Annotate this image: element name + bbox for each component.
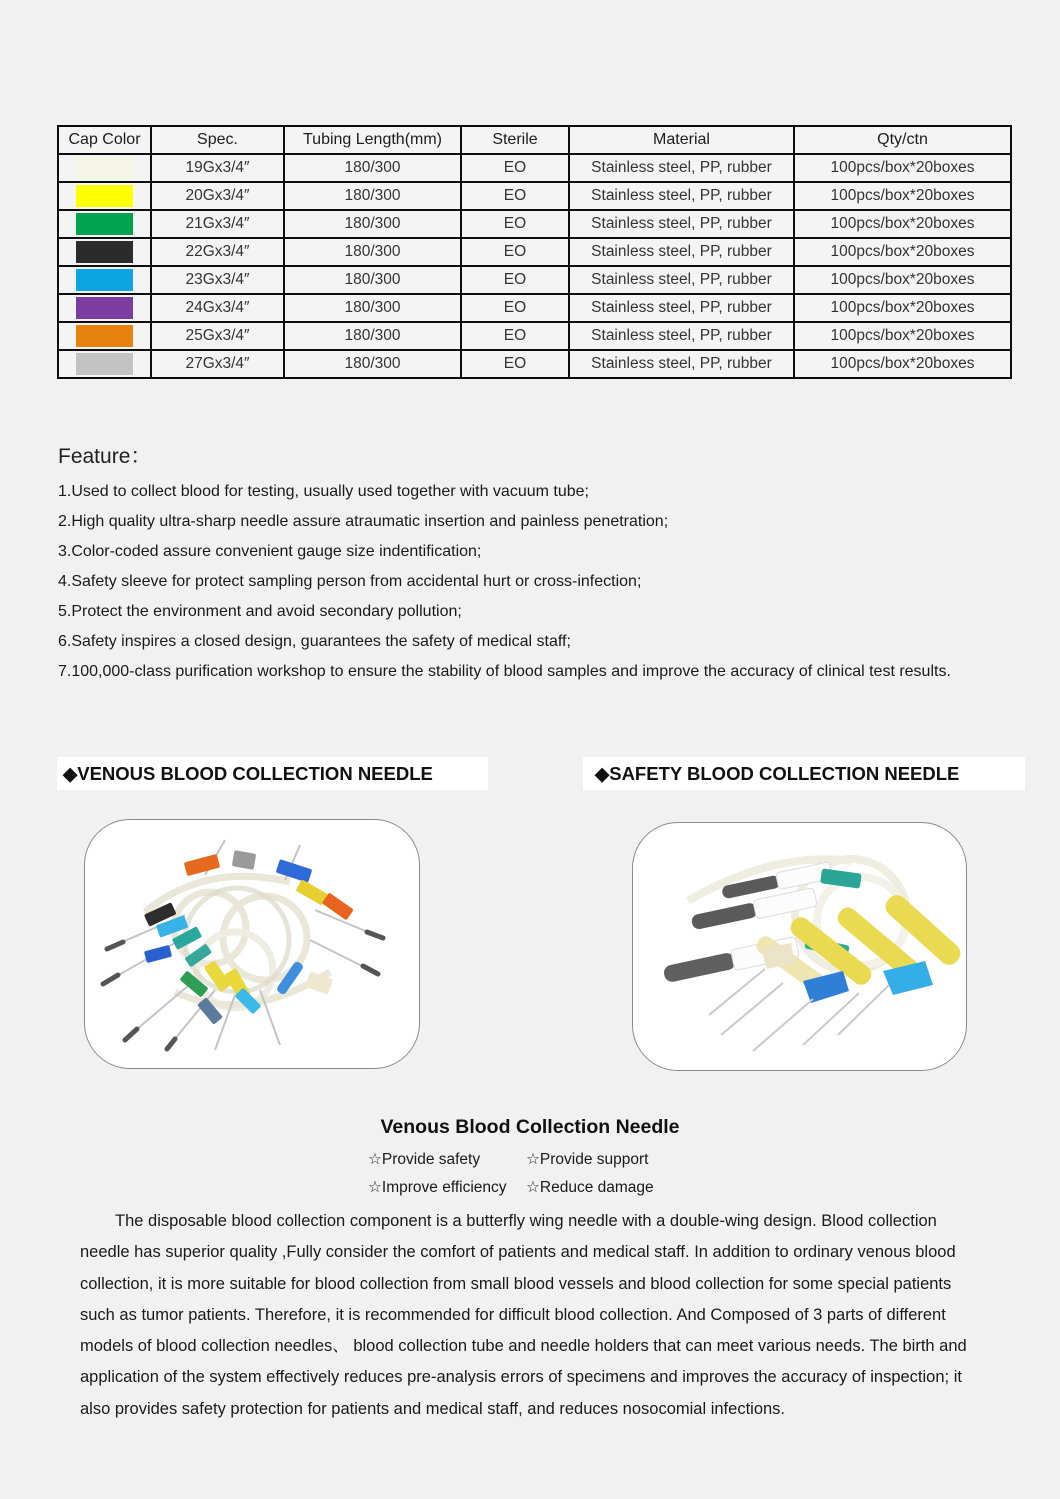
qty-cell: 100pcs/box*20boxes [794,238,1011,266]
table-body [58,154,1011,378]
feature-item: 7.100,000-class purification workshop to ensure the stability of blood samples and improve the accuracy of clinical test results. [58,663,951,680]
cap-color-cell [58,154,151,182]
feature-item: 1.Used to collect blood for testing, usually used together with vacuum tube; [58,483,589,500]
table-row [58,266,1011,294]
cap-color-swatch-black [76,241,133,263]
bullet-item: ☆Improve efficiency [368,1179,507,1196]
column-header: Sterile [461,126,569,154]
cap-color-cell [58,238,151,266]
material-cell: Stainless steel, PP, rubber [569,350,794,378]
sterile-cell: EO [461,322,569,350]
cap-color-swatch-green [76,213,133,235]
table-row [58,182,1011,210]
sterile-cell: EO [461,210,569,238]
bullet-grid [368,1150,654,1197]
material-cell: Stainless steel, PP, rubber [569,294,794,322]
bullet-item: ☆Reduce damage [526,1179,654,1196]
venous-needles-image [84,819,420,1069]
table-row [58,294,1011,322]
spec-cell: 23Gx3/4″ [151,266,284,294]
material-cell: Stainless steel, PP, rubber [569,210,794,238]
product-title: Venous Blood Collection Needle [380,1116,680,1138]
feature-item: 2.High quality ultra-sharp needle assure atraumatic insertion and painless penetration; [58,513,669,530]
tubing-length-cell: 180/300 [284,322,461,350]
cap-color-swatch-blue [76,269,133,291]
qty-cell: 100pcs/box*20boxes [794,322,1011,350]
material-cell: Stainless steel, PP, rubber [569,322,794,350]
spec-table [57,125,1012,379]
spec-cell: 21Gx3/4″ [151,210,284,238]
qty-cell: 100pcs/box*20boxes [794,350,1011,378]
qty-cell: 100pcs/box*20boxes [794,182,1011,210]
tubing-length-cell: 180/300 [284,266,461,294]
safety-needles-illustration [633,823,966,1070]
table-row [58,350,1011,378]
cap-color-cell [58,266,151,294]
feature-item: 3.Color-coded assure convenient gauge size indentification; [58,543,482,560]
venous-needles-illustration [85,820,419,1068]
material-cell: Stainless steel, PP, rubber [569,154,794,182]
feature-item: 4.Safety sleeve for protect sampling person from accidental hurt or cross-infection; [58,573,642,590]
safety-section-heading: ◆SAFETY BLOOD COLLECTION NEEDLE [583,757,1025,790]
spec-cell: 24Gx3/4″ [151,294,284,322]
material-cell: Stainless steel, PP, rubber [569,266,794,294]
table-row [58,322,1011,350]
tubing-length-cell: 180/300 [284,182,461,210]
qty-cell: 100pcs/box*20boxes [794,154,1011,182]
tubing-length-cell: 180/300 [284,210,461,238]
tubing-length-cell: 180/300 [284,294,461,322]
qty-cell: 100pcs/box*20boxes [794,266,1011,294]
tubing-length-cell: 180/300 [284,154,461,182]
spec-cell: 22Gx3/4″ [151,238,284,266]
spec-cell: 27Gx3/4″ [151,350,284,378]
column-header: Qty/ctn [794,126,1011,154]
sterile-cell: EO [461,154,569,182]
cap-color-cell [58,322,151,350]
cap-color-swatch-cream [76,157,133,179]
cap-color-swatch-gray [76,353,133,375]
spec-cell: 19Gx3/4″ [151,154,284,182]
safety-needles-image [632,822,967,1071]
column-header: Cap Color [58,126,151,154]
qty-cell: 100pcs/box*20boxes [794,294,1011,322]
cap-color-cell [58,350,151,378]
product-description: The disposable blood collection component is a butterfly wing needle with a double-wing design. Blood collection needle has superior quality ,Fully consider the comfort of patients and medical staff. In addition to ordinary venous blood collection, it is more suitable for blood collection from small blood vessels and blood collection for some special patients such as tumor patients. Therefore, it is recommended for difficult blood collection. And Composed of 3 parts of different models of blood collection needles、 blood collection tube and needle holders that can meet various needs. The birth and application of the system effectively reduces pre-analysis errors of specimens and improves the accuracy of inspection; it also provides safety protection for patients and medical staff, and reduces nosocomial infections. [80,1212,967,1418]
column-header: Tubing Length(mm) [284,126,461,154]
column-header: Material [569,126,794,154]
spec-cell: 20Gx3/4″ [151,182,284,210]
bullet-item: ☆Provide support [526,1151,649,1168]
sterile-cell: EO [461,294,569,322]
cap-color-cell [58,294,151,322]
column-header: Spec. [151,126,284,154]
cap-color-swatch-purple [76,297,133,319]
cap-color-swatch-orange [76,325,133,347]
tubing-length-cell: 180/300 [284,238,461,266]
table-row [58,210,1011,238]
sterile-cell: EO [461,238,569,266]
feature-item: 6.Safety inspires a closed design, guarantees the safety of medical staff; [58,633,571,650]
sterile-cell: EO [461,266,569,294]
sterile-cell: EO [461,350,569,378]
cap-color-cell [58,182,151,210]
cap-color-cell [58,210,151,238]
bullet-item: ☆Provide safety [368,1151,481,1168]
sterile-cell: EO [461,182,569,210]
venous-section-heading: ◆VENOUS BLOOD COLLECTION NEEDLE [57,757,488,790]
cap-color-swatch-yellow [76,185,133,207]
table-row [58,238,1011,266]
table-row [58,154,1011,182]
feature-list [58,477,1058,687]
table-header-row [58,126,1011,154]
feature-heading: Feature： [58,445,152,468]
material-cell: Stainless steel, PP, rubber [569,238,794,266]
material-cell: Stainless steel, PP, rubber [569,182,794,210]
tubing-length-cell: 180/300 [284,350,461,378]
qty-cell: 100pcs/box*20boxes [794,210,1011,238]
spec-cell: 25Gx3/4″ [151,322,284,350]
feature-item: 5.Protect the environment and avoid secondary pollution; [58,603,462,620]
